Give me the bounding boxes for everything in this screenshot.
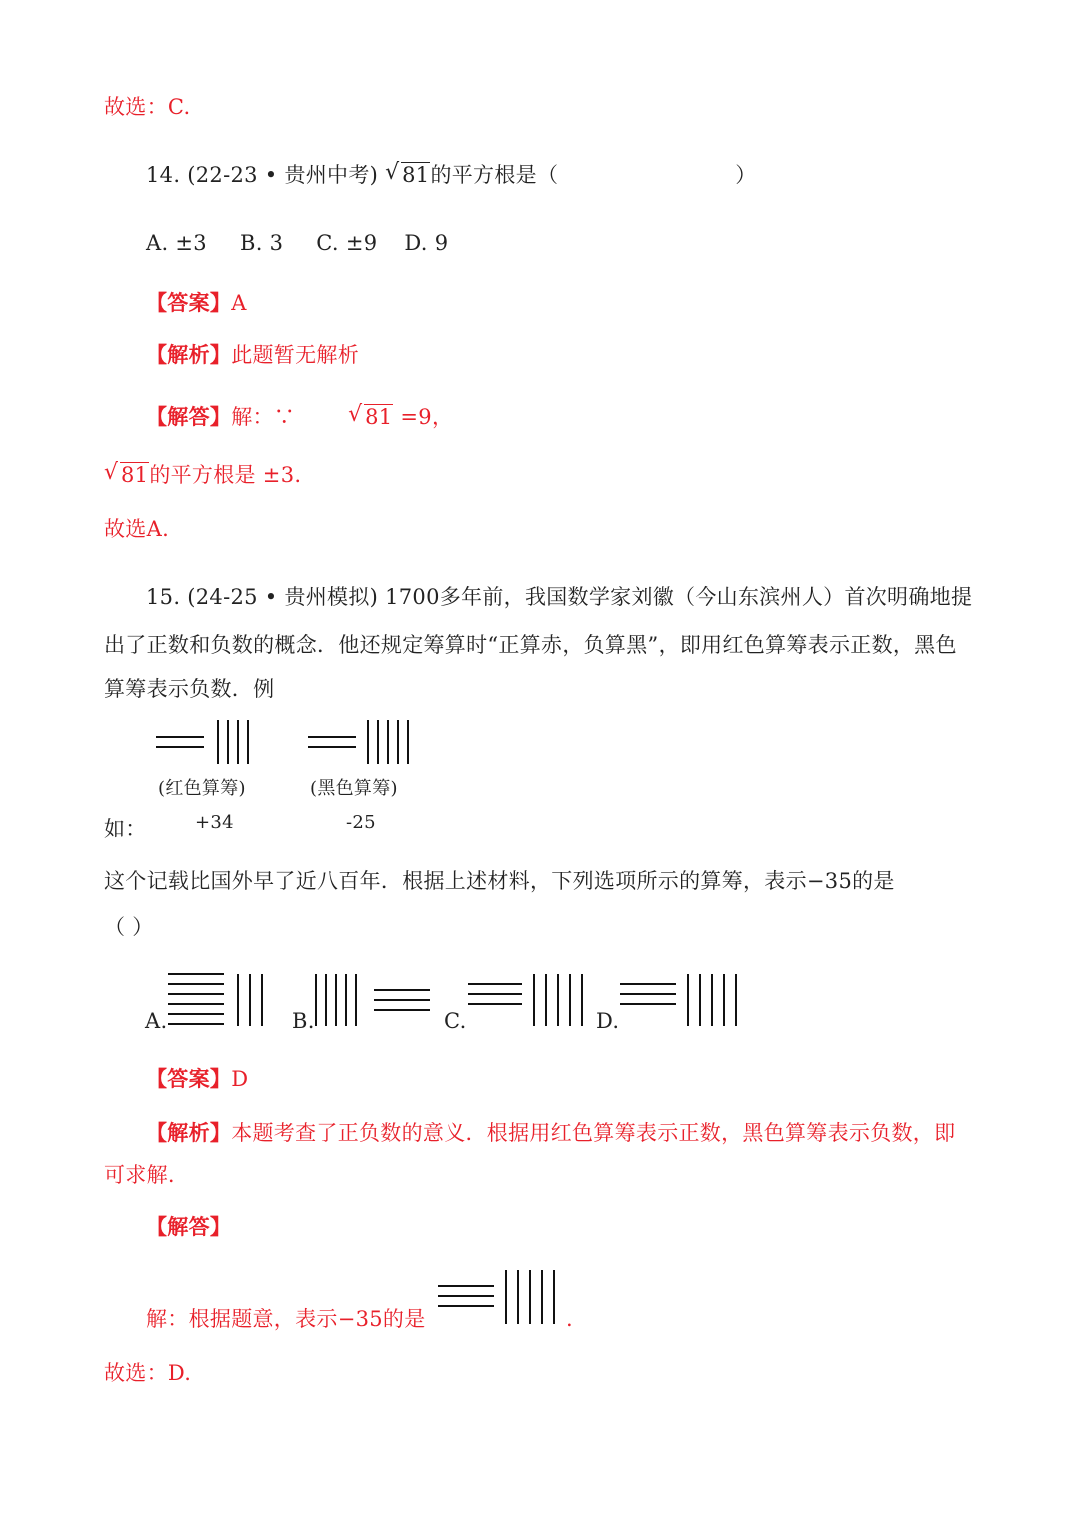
rods-plus-34 bbox=[156, 720, 248, 764]
q14-stem bbox=[146, 160, 757, 190]
q15-analysis bbox=[146, 1118, 955, 1148]
answer-tag: 【答案】 bbox=[146, 290, 232, 315]
sqrt-81: √ 81 bbox=[385, 160, 430, 187]
solution-eq: =9， bbox=[400, 405, 454, 429]
sqrt-81: √ 81 bbox=[348, 402, 393, 429]
q15-solution-tag: 【解答】 bbox=[146, 1214, 232, 1239]
answer-value: A bbox=[231, 291, 247, 315]
example-prefix: 如： bbox=[104, 817, 147, 841]
q14-solution-line2 bbox=[104, 460, 301, 490]
q14-analysis bbox=[146, 340, 359, 370]
analysis-tag: 【解析】 bbox=[146, 1120, 232, 1145]
q14-stem-suffix: 的平方根是（ bbox=[430, 163, 559, 187]
q14-conclusion: 故选A. bbox=[104, 517, 170, 541]
q15-line3: 算筹表示负数．例 bbox=[104, 677, 275, 701]
rods-option-c bbox=[468, 974, 582, 1026]
q15-line4: 这个记载比国外早了近八百年．根据上述材料，下列选项所示的算筹，表示−35的是 bbox=[104, 869, 895, 893]
analysis-tag: 【解析】 bbox=[146, 342, 232, 367]
rod-figure-example bbox=[150, 712, 420, 772]
answer-value: D bbox=[231, 1067, 249, 1091]
q14-option-c: C. ±9 bbox=[316, 231, 378, 255]
analysis-text: 本题考查了正负数的意义．根据用红色算筹表示正数，黑色算筹表示负数，即 bbox=[231, 1121, 956, 1145]
q15-answer bbox=[146, 1064, 248, 1094]
rod-figure-options bbox=[160, 968, 760, 1032]
analysis-text: 此题暂无解析 bbox=[231, 343, 360, 367]
q15-solution-text: 解：根据题意，表示−35的是 bbox=[146, 1307, 426, 1331]
prev-conclusion: 故选：C. bbox=[104, 95, 191, 119]
rods-option-b bbox=[316, 974, 430, 1026]
q14-option-d: D. 9 bbox=[404, 231, 449, 255]
rods-solution bbox=[432, 1266, 572, 1332]
rods-option-d bbox=[620, 974, 736, 1026]
example-caption-black: (黑色算筹) bbox=[310, 778, 398, 799]
answer-tag: 【答案】 bbox=[146, 1066, 232, 1091]
q15-option-a-label: A. bbox=[145, 1009, 168, 1033]
q14-option-b: B. 3 bbox=[239, 231, 284, 255]
q15-option-c-label: C. bbox=[444, 1009, 467, 1033]
solution-start: 解：∵ bbox=[231, 405, 296, 429]
example-value-red: +34 bbox=[195, 812, 234, 833]
solution-line2-text: 的平方根是 ±3. bbox=[149, 463, 302, 487]
example-caption-red: (红色算筹) bbox=[158, 778, 246, 799]
example-value-black: -25 bbox=[346, 812, 376, 833]
q14-stem-prefix: 14. (22-23 • 贵州中考) bbox=[146, 163, 379, 187]
solution-tag: 【解答】 bbox=[146, 404, 232, 429]
q15-option-d-label: D. bbox=[596, 1009, 620, 1033]
q14-option-a: A. ±3 bbox=[146, 231, 207, 255]
q15-option-b-label: B. bbox=[292, 1009, 315, 1033]
q15-analysis-line2: 可求解. bbox=[104, 1163, 175, 1187]
q14-solution bbox=[146, 402, 453, 432]
rods-minus-25 bbox=[308, 720, 408, 764]
q14-options bbox=[146, 228, 448, 258]
sqrt-81: √ 81 bbox=[104, 460, 149, 487]
q15-line2: 出了正数和负数的概念．他还规定筹算时“正算赤，负算黑”，即用红色算筹表示正数，黑色 bbox=[104, 633, 957, 657]
q15-line1: 15. (24-25 • 贵州模拟) 1700多年前，我国数学家刘徽（今山东滨州人）首次明确地提 bbox=[146, 585, 973, 609]
q14-stem-close: ） bbox=[735, 163, 757, 187]
q15-solution-end: . bbox=[566, 1307, 573, 1331]
q14-answer bbox=[146, 288, 247, 318]
q15-conclusion: 故选：D. bbox=[104, 1361, 192, 1385]
rods-option-a bbox=[168, 974, 262, 1026]
q15-line5: （ ） bbox=[104, 915, 154, 939]
